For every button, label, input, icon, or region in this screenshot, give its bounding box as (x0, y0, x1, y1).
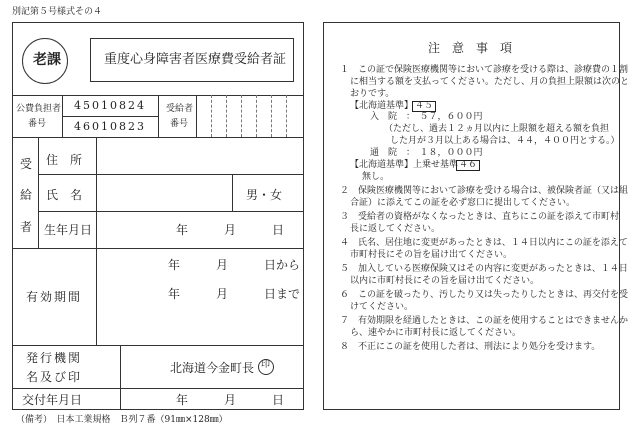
note-6-line-2: けてください。 (350, 302, 414, 312)
validity-from: 年 月 日から (168, 258, 301, 272)
sex-field: 男・女 (246, 188, 283, 202)
note-1-line-1: １ この証で保険医療機関等において診療を受ける際は、診療費の１割 (340, 65, 629, 75)
inpatient-note-2: した月が３月以上ある場合は、４４，４００円とする。） (390, 136, 620, 146)
recipient-label: 受給者 (166, 104, 194, 114)
dob-value: 年 月 日 (176, 223, 285, 237)
extra-standard-label: 【北海道基準】上乗せ基準 (350, 160, 459, 170)
note-5-line-1: ５ 加入している医療保険又はその内容に変更があったときは、１４日 (340, 264, 628, 274)
note-7-line-2: ら、速やかに市町村長に返してください。 (350, 328, 522, 338)
dob-label: 生年月日 (44, 223, 93, 237)
validity-label: 有効期間 (26, 290, 83, 304)
notes-title: 注 意 事 項 (428, 41, 513, 55)
issuer-label: 発行機関 (26, 351, 83, 365)
recipient-side-1: 受 (20, 157, 33, 171)
payer-label: 公費負担者 (16, 104, 62, 114)
issue-date-label: 交付年月日 (22, 393, 83, 407)
inpatient-limit: 入 院 ： ５７，６００円 (370, 112, 483, 122)
standard-label: 【北海道基準】 (350, 101, 414, 111)
note-2-line-1: ２ 保険医療機関等において診療を受ける場合は、被保険者証（又は組 (340, 186, 629, 196)
note-5-line-2: 以内に市町村長にその旨を届け出てください。 (350, 276, 540, 286)
stamp-text: 老課 (33, 52, 61, 68)
payer-number-2: 46010823 (74, 120, 146, 133)
recipient-side-3: 者 (20, 220, 33, 234)
standard-code: ４５ (412, 101, 436, 112)
recipient-label-2: 番号 (170, 119, 189, 129)
note-6-line-1: ６ この証を破ったり、汚したり又は失ったりしたときは、再交付を受 (340, 290, 629, 300)
name-label: 氏 名 (46, 188, 83, 202)
footer-note: （備考） 日本工業規格 Ｂ列７番（91㎜×128㎜） (16, 415, 228, 425)
note-3-line-2: 長に返してください。 (350, 224, 441, 234)
extra-standard-code: ４６ (456, 160, 480, 171)
address-label: 住 所 (46, 153, 83, 167)
validity-to: 年 月 日まで (168, 287, 301, 301)
inpatient-note-1: （ただし、過去１２ヵ月以内に上限額を超える額を負担 (384, 124, 610, 134)
extra-standard-value: 無し。 (362, 172, 390, 182)
outpatient-limit: 通 院 ： １８，０００円 (370, 148, 483, 158)
certificate-title: 重度心身障害者医療費受給者証 (104, 52, 287, 67)
payer-label-2: 番号 (28, 119, 47, 129)
note-1-line-3: おりです。 (350, 89, 395, 99)
form-number: 別記第５号様式その４ (12, 7, 103, 17)
note-1-line-2: に相当する額を支払ってください。ただし、月の負担上限額は次のと (350, 77, 630, 87)
note-4-line-1: ４ 氏名、居住地に変更があったときは、１４日以内にこの証を添えて (340, 238, 628, 248)
note-4-line-2: 市町村長にその旨を届け出てください。 (350, 250, 513, 260)
seal-text: 印 (261, 360, 271, 370)
issuer-label-2: 名及び印 (26, 370, 83, 384)
issue-date-value: 年 月 日 (176, 393, 285, 407)
payer-number-1: 45010824 (74, 99, 146, 112)
note-8-line-1: ８ 不正にこの証を使用した者は、刑法により処分を受けます。 (340, 342, 601, 352)
issuer-name: 北海道今金町長 (170, 361, 255, 375)
recipient-side-2: 給 (20, 188, 33, 202)
note-2-line-2: 合証）に添えてこの証を必ず窓口に提出してください。 (350, 198, 576, 208)
note-3-line-1: ３ 受給者の資格がなくなったときは、直ちにこの証を添えて市町村 (340, 212, 620, 222)
note-7-line-1: ７ 有効期限を経過したときは、この証を使用することはできませんか (340, 316, 629, 326)
